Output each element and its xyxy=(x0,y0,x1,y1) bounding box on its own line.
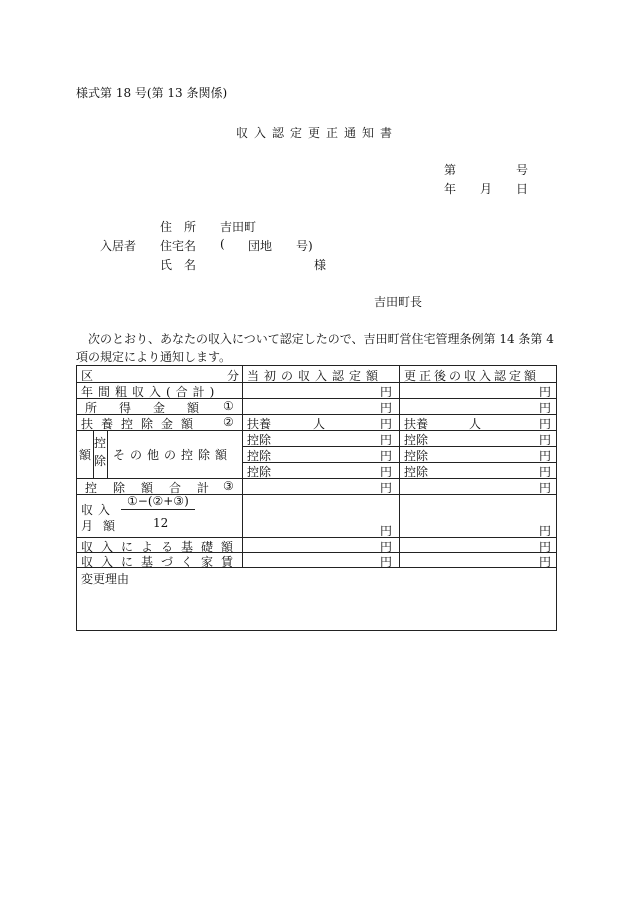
monthly-formula: ①−(②+③) xyxy=(121,494,195,510)
yen-initial-8: 円 xyxy=(380,524,393,538)
deduction-side-label-gaku: 額 xyxy=(79,448,92,462)
yen-revised-10: 円 xyxy=(539,555,552,569)
number-suffix: 号 xyxy=(516,163,529,177)
yen-revised-4: 円 xyxy=(539,433,552,447)
yen-initial-1: 円 xyxy=(380,385,393,399)
deduction-label-revised-1: 控除 xyxy=(404,433,429,447)
row-line-6 xyxy=(242,462,556,463)
resident-label: 入居者 xyxy=(100,239,137,253)
housing-label: 住宅名 xyxy=(160,239,197,253)
row-annual-income: 年間粗収入(合計) xyxy=(81,385,220,399)
monthly-divisor: 12 xyxy=(153,516,169,530)
issuer-name: 吉田町長 xyxy=(374,295,423,309)
honorific: 様 xyxy=(314,258,327,272)
yen-revised-9: 円 xyxy=(539,540,552,554)
head-revised-amount: 更正後の収入認定額 xyxy=(404,369,540,383)
head-category-end: 分 xyxy=(227,369,240,383)
deduction-label-initial-2: 控除 xyxy=(247,449,272,463)
change-reason-label: 変更理由 xyxy=(81,572,130,586)
address-label: 住 所 xyxy=(160,220,197,234)
yen-initial-10: 円 xyxy=(380,555,393,569)
number-prefix: 第 xyxy=(444,163,457,177)
yen-revised-6: 円 xyxy=(539,465,552,479)
yen-initial-3: 円 xyxy=(380,417,393,431)
yen-initial-2: 円 xyxy=(380,401,393,415)
date-day: 日 xyxy=(516,182,529,196)
row-deduction-total: 控除額合計 xyxy=(85,481,226,495)
row-rent: 収入に基づく家賃 xyxy=(81,555,242,569)
deduction-label-revised-3: 控除 xyxy=(404,465,429,479)
deduction-side-label-kou: 控 xyxy=(94,436,107,450)
date-month: 月 xyxy=(480,182,493,196)
yen-revised-5: 円 xyxy=(539,449,552,463)
yen-revised-2: 円 xyxy=(539,401,552,415)
yen-initial-9: 円 xyxy=(380,540,393,554)
row-dependent-deduction: 扶養控除金額 xyxy=(81,417,202,431)
deduction-side-divider-2 xyxy=(107,430,108,478)
address-value: 吉田町 xyxy=(220,220,257,234)
deduction-label-initial-1: 控除 xyxy=(247,433,272,447)
housing-danchi: 団地 xyxy=(248,239,273,253)
housing-open-paren: ( xyxy=(220,237,225,251)
yen-revised-8: 円 xyxy=(539,524,552,538)
persons-unit-initial: 人 xyxy=(313,417,326,431)
document-title: 収入認定更正通知書 xyxy=(236,126,399,140)
deduction-label-revised-2: 控除 xyxy=(404,449,429,463)
row-line-5 xyxy=(242,446,556,447)
housing-number: 号) xyxy=(296,239,313,253)
head-initial-amount: 当初の収入認定額 xyxy=(247,369,384,383)
date-year: 年 xyxy=(444,182,457,196)
deduction-total-marker: ③ xyxy=(223,479,234,493)
monthly-label-amount: 月額 xyxy=(81,519,126,533)
head-category: 区 xyxy=(81,369,94,383)
dependents-label-initial: 扶養 xyxy=(247,417,272,431)
name-label: 氏 名 xyxy=(160,258,197,272)
row-other-deduction: その他の控除額 xyxy=(113,448,233,462)
deduction-side-label-jo: 除 xyxy=(94,454,107,468)
monthly-label-income: 収入 xyxy=(81,503,116,517)
yen-initial-5: 円 xyxy=(380,449,393,463)
yen-revised-3: 円 xyxy=(539,417,552,431)
yen-initial-6: 円 xyxy=(380,465,393,479)
persons-unit-revised: 人 xyxy=(469,417,482,431)
yen-initial-4: 円 xyxy=(380,433,393,447)
yen-revised-1: 円 xyxy=(539,385,552,399)
form-number-label: 様式第 18 号(第 13 条関係) xyxy=(76,86,228,100)
dependent-marker: ② xyxy=(223,415,234,429)
dependents-label-revised: 扶養 xyxy=(404,417,429,431)
yen-initial-7: 円 xyxy=(380,481,393,495)
income-form-table xyxy=(76,365,557,631)
row-base-amount: 収入による基礎額 xyxy=(81,540,242,554)
yen-revised-7: 円 xyxy=(539,481,552,495)
row-income-amount: 所得金額 xyxy=(85,401,222,415)
income-marker: ① xyxy=(223,399,234,413)
notice-body-text: 次のとおり、あなたの収入について認定したので、吉田町営住宅管理条例第 14 条第 4 項の規定により通知します。 xyxy=(76,332,554,364)
deduction-label-initial-3: 控除 xyxy=(247,465,272,479)
